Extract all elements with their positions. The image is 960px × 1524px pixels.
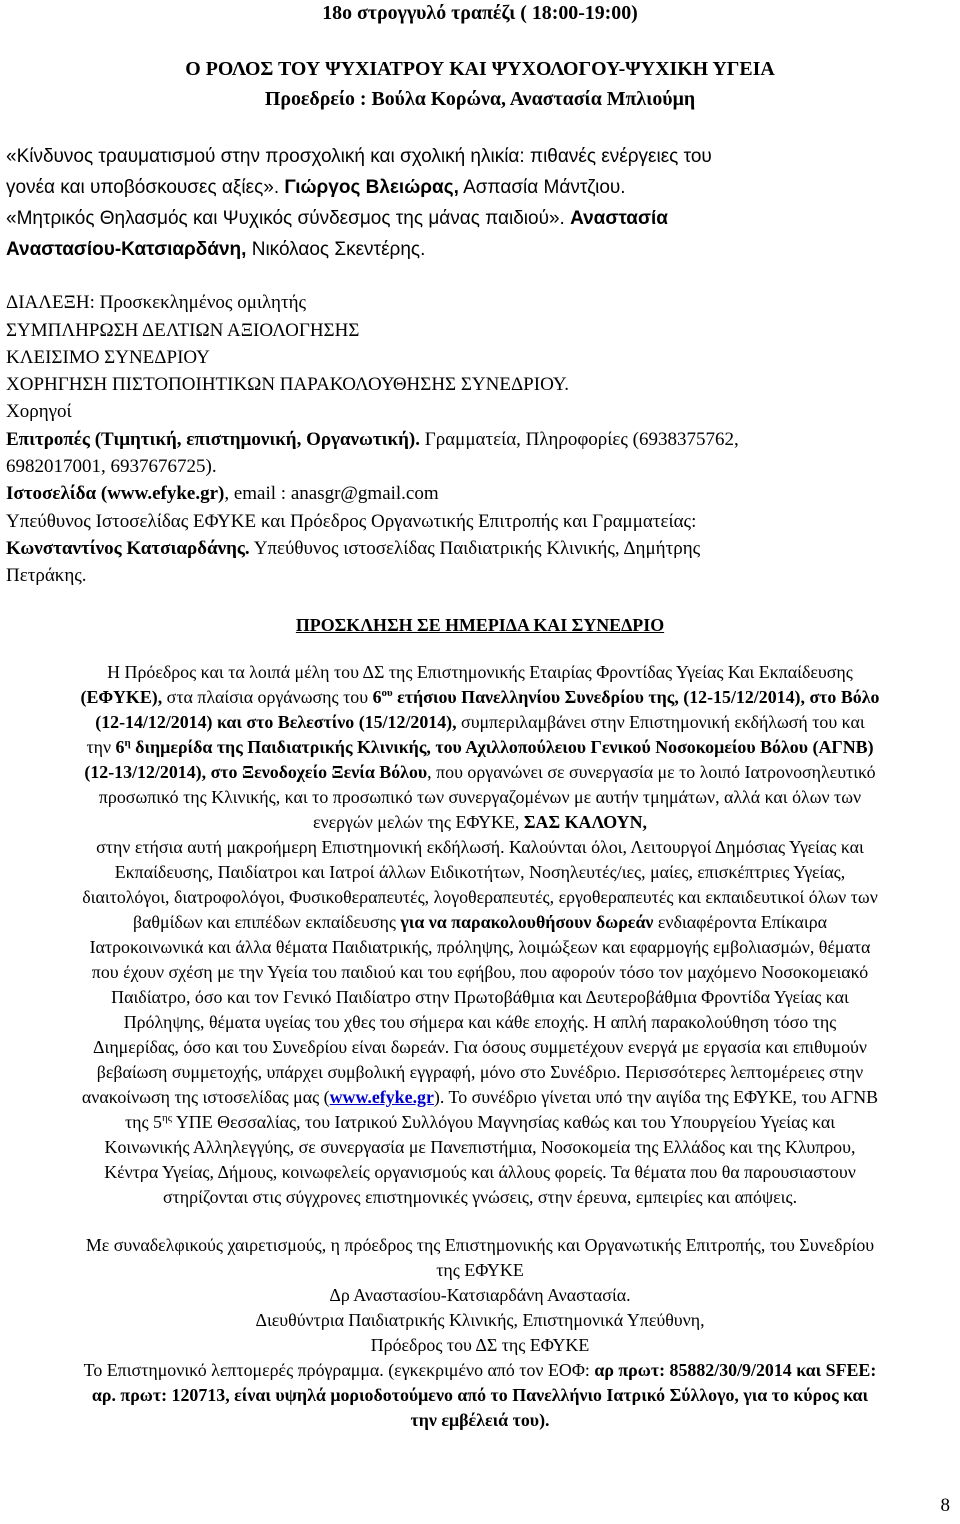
talk-2-coauthor: Νικόλαος Σκεντέρης. bbox=[246, 239, 426, 260]
invitation-line-22: στηρίζονται στις σύγχρονες επιστημονικές γνώσεις, στην έρευνα, εμπειρίες και απόψεις. bbox=[162, 1187, 798, 1207]
program-webmaster-line-1: Υπεύθυνος Ιστοσελίδας ΕΦΥΚΕ και Πρόεδρος Οργανωτικής Επιτροπής και Γραμματείας: bbox=[6, 511, 697, 532]
secretariat-info: Γραμματεία, Πληροφορίες (6938375762, bbox=[419, 429, 739, 450]
talk-1-author: Γιώργος Βλειώρας, bbox=[284, 177, 459, 198]
efyke-abbr: (ΕΦΥΚΕ), bbox=[80, 687, 163, 707]
invitation-line-2 bbox=[3, 688, 957, 706]
inv-text: ανακοίνωση της ιστοσελίδας μας ( bbox=[81, 1087, 330, 1107]
invitation-line-20: Κοινωνικής Αλληλεγγύης, σε συνεργασία με Πανεπιστήμια, Νοσοκομεία της Ελλάδος και της Κλυπρου, bbox=[104, 1137, 856, 1157]
program-webmaster-line-2 bbox=[6, 539, 700, 558]
program-evaluation: ΣΥΜΠΛΗΡΩΣΗ ΔΕΛΤΙΩΝ ΑΞΙΟΛΟΓΗΣΗΣ bbox=[6, 320, 360, 341]
program-website bbox=[6, 484, 439, 503]
invitation-line-15: Πρόληψης, θέματα υγείας του χθες του σήμερα και κάθε εποχής. Η απλή παρακολούθηση τόσο της bbox=[123, 1012, 837, 1032]
program-sponsors: Χορηγοί bbox=[6, 401, 72, 422]
inv-invite: ΣΑΣ ΚΑΛΟΥΝ, bbox=[523, 812, 647, 832]
program-webmaster-line-3: Πετράκης. bbox=[6, 565, 87, 586]
invitation-line-12: Ιατροκοινωνικά και άλλα θέματα Παιδιατρικής, πρόληψης, λοιμώξεων και εφαρμογής εμβολιασμών, θέματα bbox=[89, 937, 871, 957]
inv-two-day: διημερίδα της Παιδιατρικής Κλινικής, του Αχιλλοπούλειου Γενικού Νοσοκομείου Βόλου (ΑΓΝΒ) bbox=[130, 737, 874, 757]
inv-ordinal: 6 bbox=[115, 737, 125, 757]
signature-line-2: της ΕΦΥΚΕ bbox=[436, 1260, 524, 1280]
invitation-line-9: Εκπαίδευσης, Παιδίατροι και Ιατροί άλλων Ειδικοτήτων, Νοσηλευτές/ιες, μαίες, επισκέπτριες Υγείας, bbox=[114, 862, 846, 882]
talk-1-line-1: «Κίνδυνος τραυματισμού στην προσχολική και σχολική ηλικία: πιθανές ενέργειες του bbox=[6, 146, 712, 167]
footer-text: Το Επιστημονικό λεπτομερές πρόγραμμα. (εγκεκριμένο από τον ΕΟΦ: bbox=[83, 1360, 595, 1380]
talk-2-author-first: Αναστασία bbox=[570, 208, 668, 229]
inv-text: της 5 bbox=[124, 1112, 162, 1132]
invitation-line-1: Η Πρόεδρος και τα λοιπά μέλη του ΔΣ της Επιστημονικής Εταιρίας Φροντίδας Υγείας Και Εκπαίδευσης bbox=[107, 662, 853, 682]
inv-ordinal: 6 bbox=[372, 687, 382, 707]
inv-text: ενεργών μελών της ΕΦΥΚΕ, bbox=[312, 812, 524, 832]
program-lecture: ΔΙΑΛΕΞΗ: Προσκεκλημένος ομιλητής bbox=[6, 292, 307, 313]
inv-text: ). Το συνέδριο γίνεται υπό την αιγίδα της ΕΦΥΚΕ, του ΑΓΝΒ bbox=[433, 1087, 879, 1107]
talk-2-line-1 bbox=[6, 209, 668, 228]
footer-line-3: την εμβέλειά του). bbox=[410, 1410, 550, 1430]
session-topic: Ο ΡΟΛΟΣ ΤΟΥ ΨΥΧΙΑΤΡΟΥ ΚΑΙ ΨΥΧΟΛΟΓΟΥ-ΨΥΧΙΚΗ ΥΓΕΙΑ bbox=[185, 58, 775, 80]
invitation-line-21: Κέντρα Υγείας, Δήμους, κοινωφελείς οργανισμούς και άλλους φορείς. Τα θέματα που θα παρουσιαστουν bbox=[104, 1162, 856, 1182]
session-title: 18ο στρογγυλό τραπέζι ( 18:00-19:00) bbox=[322, 2, 638, 24]
inv-free: για να παρακολουθήσουν δωρεάν bbox=[400, 912, 654, 932]
talk-2-line-2 bbox=[6, 240, 425, 259]
inv-venue: (12-13/12/2014), στο Ξενοδοχείο Ξενία Βόλου bbox=[84, 762, 428, 782]
invitation-line-18 bbox=[3, 1088, 957, 1106]
invitation-line-8: στην ετήσια αυτή μακροήμερη Επιστημονική εκδήλωσή. Καλούνται όλοι, Λειτουργοί Δημόσιας Υγείας και bbox=[96, 837, 864, 857]
invitation-line-7 bbox=[3, 813, 957, 831]
signature-president: Πρόεδρος του ΔΣ της ΕΦΥΚΕ bbox=[370, 1335, 590, 1355]
invitation-line-4 bbox=[3, 738, 957, 756]
invitation-title: ΠΡΟΣΚΛΗΣΗ ΣΕ ΗΜΕΡΙΔΑ ΚΑΙ ΣΥΝΕΔΡΙΟ bbox=[295, 615, 665, 635]
program-committees-line-2: 6982017001, 6937676725). bbox=[6, 456, 217, 477]
footer-approval: αρ πρωτ: 85882/30/9/2014 και SFEE: bbox=[594, 1360, 877, 1380]
program-certificates: ΧΟΡΗΓΗΣΗ ΠΙΣΤΟΠΟΙΗΤΙΚΩΝ ΠΑΡΑΚΟΛΟΥΘΗΣΗΣ ΣΥΝΕΔΡΙΟΥ. bbox=[6, 374, 569, 395]
inv-text: βαθμίδων και επιπέδων εκπαίδευσης bbox=[132, 912, 401, 932]
invitation-line-5 bbox=[3, 763, 957, 781]
invitation-line-16: Διημερίδας, όσο και του Συνεδρίου είναι δωρεάν. Για όσους συμμετέχουν ενεργά με εργασία και επιθυμούν bbox=[93, 1037, 867, 1057]
invitation-line-10: διαιτολόγοι, διατροφολόγοι, Φυσικοθεραπευτές, λογοθεραπευτές, εργοθεραπευτές και εκπαιδευτικοί όλων των bbox=[82, 887, 878, 907]
signature-line-1: Με συναδελφικούς χαιρετισμούς, η πρόεδρος της Επιστημονικής και Οργανωτικής Επιτροπής, του Συνεδρίου bbox=[85, 1235, 875, 1255]
talk-1-coauthor: Ασπασία Μάντζιου. bbox=[458, 177, 626, 198]
invitation-line-14: Παιδίατρο, όσο και τον Γενικό Παιδίατρο στην Πρωτοβάθμια και Δευτεροβάθμια Φροντίδα Υγείας και bbox=[111, 987, 849, 1007]
inv-text: , που οργανώνει σε συνεργασία με το λοιπό Ιατρονοσηλευτικό bbox=[427, 762, 876, 782]
inv-ordinal-sup: ης bbox=[162, 1112, 173, 1124]
website-label: Ιστοσελίδα (www.efyke.gr) bbox=[6, 483, 225, 504]
footer-line-2: αρ. πρωτ: 120713, είναι υψηλά μοριοδοτούμενο από το Πανελλήνιο Ιατρικό Σύλλογο, για το κύρος και bbox=[91, 1385, 869, 1405]
signature-name: Δρ Αναστασίου-Κατσιαρδάνη Αναστασία. bbox=[329, 1285, 631, 1305]
inv-text: ΥΠΕ Θεσσαλίας, του Ιατρικού Συλλόγου Μαγνησίας καθώς και του Υπουργείου Υγείας και bbox=[172, 1112, 836, 1132]
inv-text: ενδιαφέροντα Επίκαιρα bbox=[653, 912, 828, 932]
invitation-line-19 bbox=[3, 1113, 957, 1131]
invitation-line-11 bbox=[3, 913, 957, 931]
page-number: 8 bbox=[940, 1495, 950, 1516]
inv-conference: ετήσιου Πανελληνίου Συνεδρίου της, (12-15/12/2014), στο Βόλο bbox=[392, 687, 880, 707]
efyke-website-link[interactable]: www.efyke.gr bbox=[329, 1087, 434, 1107]
email-label: , email : anasgr@gmail.com bbox=[224, 483, 439, 504]
invitation-line-6: προσωπικό της Κλινικής, και το προσωπικό των συνεργαζομένων με αυτήν τμημάτων, αλλά και όλων των bbox=[98, 787, 862, 807]
inv-dates: (12-14/12/2014) και στο Βελεστίνο (15/12/2014), bbox=[95, 712, 457, 732]
committees-label: Επιτροπές (Τιμητική, επιστημονική, Οργανωτική). bbox=[6, 429, 420, 450]
session-chairs: Προεδρείο : Βούλα Κορώνα, Αναστασία Μπλιούμη bbox=[264, 88, 696, 110]
inv-text: συμπεριλαμβάνει στην Επιστημονική εκδήλωσή του και bbox=[456, 712, 865, 732]
talk-1-line-2 bbox=[6, 178, 626, 197]
footer-line-1 bbox=[3, 1361, 957, 1379]
inv-ordinal-sup: η bbox=[124, 737, 131, 749]
talk-2-title: «Μητρικός Θηλασμός και Ψυχικός σύνδεσμος της μάνας παιδιού». bbox=[6, 208, 571, 229]
pediatric-webmaster: Υπεύθυνος ιστοσελίδας Παιδιατρικής Κλινικής, Δημήτρης bbox=[249, 538, 701, 559]
program-committees-line-1 bbox=[6, 430, 739, 449]
invitation-line-3 bbox=[3, 713, 957, 731]
invitation-line-13: που έχουν σχέση με την Υγεία του παιδιού και του εφήβου, που αφορούν τόσο τον μαχόμενο Νοσοκομειακό bbox=[91, 962, 869, 982]
talk-2-author-last: Αναστασίου-Κατσιαρδάνη, bbox=[6, 239, 247, 260]
inv-ordinal-sup: ου bbox=[381, 687, 393, 699]
inv-text: την bbox=[86, 737, 116, 757]
program-closing: ΚΛΕΙΣΙΜΟ ΣΥΝΕΔΡΙΟΥ bbox=[6, 347, 210, 368]
signature-role: Διευθύντρια Παιδιατρικής Κλινικής, Επιστημονικά Υπεύθυνη, bbox=[255, 1310, 705, 1330]
talk-1-title-end: γονέα και υποβόσκουσες αξίες». bbox=[6, 177, 285, 198]
invitation-line-17: βεβαίωση συμμετοχής, υπάρχει συμβολική εγγραφή, μόνο στο Συνέδριο. Περισσότερες λεπτομέρειες στην bbox=[96, 1062, 864, 1082]
inv-text: στα πλαίσια οργάνωσης του bbox=[162, 687, 373, 707]
webmaster-name: Κωνσταντίνος Κατσιαρδάνης. bbox=[6, 538, 250, 559]
